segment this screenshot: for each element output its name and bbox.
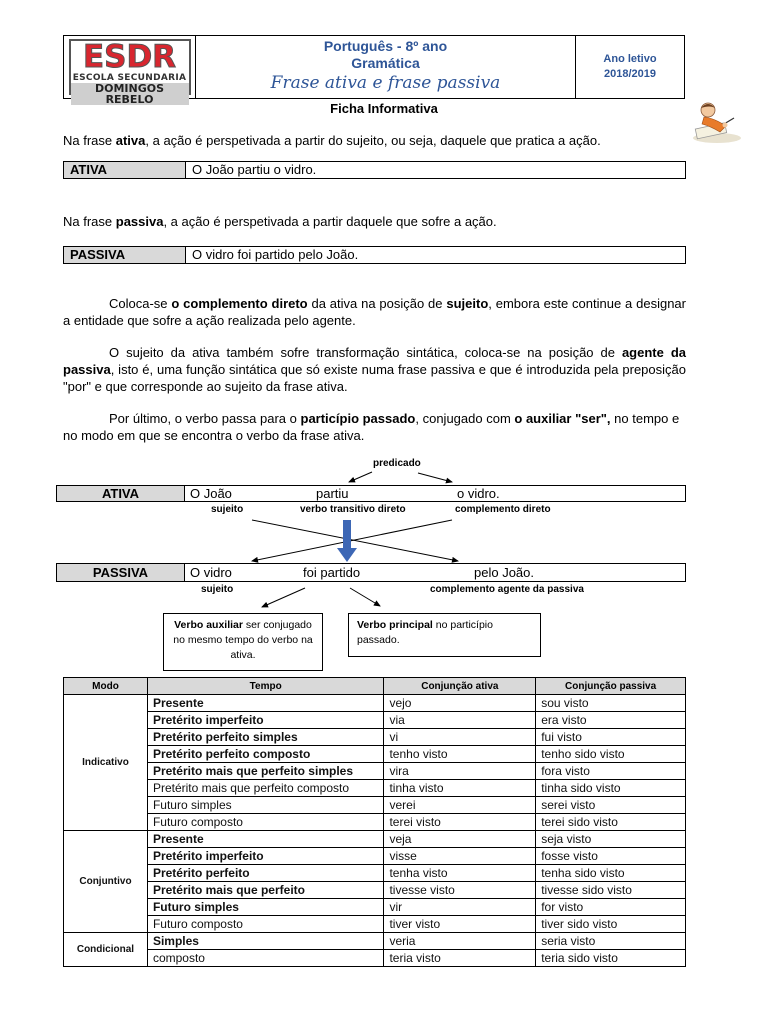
note-arrows xyxy=(262,588,380,607)
mode-cell: Indicativo xyxy=(64,695,148,831)
para2-a: O sujeito da ativa também sofre transformação sintática, coloca-se na posição de xyxy=(109,345,622,360)
active-form-cell: veria xyxy=(384,933,536,950)
diagram-active-subject: O João xyxy=(190,486,232,501)
table-row xyxy=(64,848,686,865)
logo-school-type: ESCOLA SECUNDARIA xyxy=(72,73,187,83)
active-form-cell: verei xyxy=(384,797,536,814)
para1-e: , embora este continue a designar a entidade que sofre a ação realizada pelo agente. xyxy=(63,296,686,328)
mode-cell: Condicional xyxy=(64,933,148,967)
header-mode: Modo xyxy=(64,678,148,695)
active-form-cell: vi xyxy=(384,729,536,746)
active-form-cell: vira xyxy=(384,763,536,780)
topic-title: Frase ativa e frase passiva xyxy=(270,73,501,93)
table-row xyxy=(64,780,686,797)
para3-c: , conjugado com xyxy=(415,411,515,426)
diagram-active-object: o vidro. xyxy=(457,486,500,501)
passive-form-cell: terei sido visto xyxy=(536,814,686,831)
active-form-cell: vejo xyxy=(384,695,536,712)
tense-cell: Pretérito perfeito simples xyxy=(147,729,384,746)
passive-form-cell: fosse visto xyxy=(536,848,686,865)
passive-form-cell: seja visto xyxy=(536,831,686,848)
note-aux-bold: Verbo auxiliar xyxy=(174,619,243,631)
active-form-cell: tenho visto xyxy=(384,746,536,763)
tense-cell: Pretérito imperfeito xyxy=(147,848,384,865)
para1-b: o complemento direto xyxy=(171,296,308,311)
passive-form-cell: tenho sido visto xyxy=(536,746,686,763)
para1-a: Coloca-se xyxy=(109,296,172,311)
area-title: Gramática xyxy=(351,55,420,71)
passive-form-cell: fora visto xyxy=(536,763,686,780)
diagram-passive-subject: O vidro xyxy=(190,565,232,580)
conjugation-table xyxy=(63,677,686,967)
active-form-cell: vir xyxy=(384,899,536,916)
intro-active-pre: Na frase xyxy=(63,133,116,148)
passive-form-cell: teria sido visto xyxy=(536,950,686,967)
predicate-label: predicado xyxy=(373,458,421,469)
tense-cell: Futuro simples xyxy=(147,899,384,916)
example-passive-label: PASSIVA xyxy=(64,247,186,263)
active-form-cell: terei visto xyxy=(384,814,536,831)
passive-form-cell: serei visto xyxy=(536,797,686,814)
annotation-direct-object: complemento direto xyxy=(455,504,551,515)
passive-form-cell: seria visto xyxy=(536,933,686,950)
logo-acronym: ESDR xyxy=(82,39,177,75)
annotation-transitive-verb: verbo transitivo direto xyxy=(300,504,406,515)
para3-d: o auxiliar "ser", xyxy=(514,411,611,426)
table-row xyxy=(64,695,686,712)
table-row xyxy=(64,797,686,814)
passive-form-cell: sou visto xyxy=(536,695,686,712)
passive-form-cell: tinha sido visto xyxy=(536,780,686,797)
active-form-cell: via xyxy=(384,712,536,729)
verb-transform-arrow xyxy=(337,520,357,562)
subject-title: Português - 8º ano xyxy=(323,38,448,54)
intro-passive-post: , a ação é perspetivada a partir daquele que sofre a ação. xyxy=(163,214,497,229)
school-year-label: Ano letivo xyxy=(603,53,657,65)
transformation-cross xyxy=(252,520,458,561)
table-row xyxy=(64,899,686,916)
diagram-passive-verb: foi partido xyxy=(303,565,361,580)
diagram-passive-row xyxy=(56,563,686,582)
intro-active-keyword: ativa xyxy=(115,133,146,148)
intro-active-post: , a ação é perspetivada a partir do sujeito, ou seja, daquele que pratica a ação. xyxy=(145,133,601,148)
tense-cell: composto xyxy=(147,950,384,967)
passive-form-cell: tivesse sido visto xyxy=(536,882,686,899)
para2-c: , isto é, uma função sintática que só existe numa frase passiva e que é introduzida pela preposição "por" e que corresponde ao sujeito da frase ativa. xyxy=(63,362,686,394)
table-row xyxy=(64,746,686,763)
header-passive: Conjunção passiva xyxy=(536,678,686,695)
conjugation-table-body xyxy=(64,695,686,967)
note-auxiliary-verb xyxy=(163,613,323,671)
school-year-value: 2018/2019 xyxy=(604,68,656,80)
passive-form-cell: fui visto xyxy=(536,729,686,746)
active-form-cell: tenha visto xyxy=(384,865,536,882)
diagram-active-label: ATIVA xyxy=(57,486,185,501)
passive-form-cell: era visto xyxy=(536,712,686,729)
diagram-passive-label: PASSIVA xyxy=(57,564,185,581)
example-active-sentence: O João partiu o vidro. xyxy=(192,162,317,177)
note-main-verb xyxy=(348,613,541,657)
passive-form-cell: tiver sido visto xyxy=(536,916,686,933)
table-row xyxy=(64,916,686,933)
table-row xyxy=(64,882,686,899)
table-row xyxy=(64,712,686,729)
active-form-cell: visse xyxy=(384,848,536,865)
annotation-subject-passive: sujeito xyxy=(201,584,234,595)
active-form-cell: veja xyxy=(384,831,536,848)
example-active-label: ATIVA xyxy=(64,162,186,178)
header-active: Conjunção ativa xyxy=(384,678,536,695)
para2-b: agente da passiva xyxy=(63,345,687,377)
tense-cell: Pretérito mais que perfeito composto xyxy=(147,780,384,797)
note-main-bold: Verbo principal xyxy=(357,619,433,631)
tense-cell: Simples xyxy=(147,933,384,950)
tense-cell: Pretérito mais que perfeito xyxy=(147,882,384,899)
diagram-active-verb: partiu xyxy=(316,486,349,501)
table-row xyxy=(64,729,686,746)
tense-cell: Pretérito mais que perfeito simples xyxy=(147,763,384,780)
header-tense: Tempo xyxy=(147,678,384,695)
tense-cell: Pretérito imperfeito xyxy=(147,712,384,729)
tense-cell: Futuro simples xyxy=(147,797,384,814)
tense-cell: Pretérito perfeito xyxy=(147,865,384,882)
sheet-title: Ficha Informativa xyxy=(330,101,438,116)
table-row xyxy=(64,865,686,882)
intro-passive-keyword: passiva xyxy=(115,214,164,229)
table-row xyxy=(64,950,686,967)
table-row xyxy=(64,763,686,780)
mode-cell: Conjuntivo xyxy=(64,831,148,933)
logo-school-name: DOMINGOS REBELO xyxy=(71,83,189,105)
tense-cell: Pretérito perfeito composto xyxy=(147,746,384,763)
passive-form-cell: for visto xyxy=(536,899,686,916)
para3-e: no tempo e no modo em que se encontra o verbo da frase ativa. xyxy=(63,411,680,443)
tense-cell: Futuro composto xyxy=(147,916,384,933)
diagram-active-row xyxy=(56,485,686,502)
tense-cell: Presente xyxy=(147,695,384,712)
table-row xyxy=(64,831,686,848)
diagram-passive-agent: pelo João. xyxy=(474,565,534,580)
predicate-arrows xyxy=(349,472,452,482)
table-header-row xyxy=(64,678,686,695)
note-aux-rest: ser conjugado no mesmo tempo do verbo na ativa. xyxy=(173,619,313,661)
intro-passive-pre: Na frase xyxy=(63,214,116,229)
active-form-cell: tiver visto xyxy=(384,916,536,933)
active-form-cell: tinha visto xyxy=(384,780,536,797)
tense-cell: Presente xyxy=(147,831,384,848)
para3-a: Por último, o verbo passa para o xyxy=(109,411,301,426)
table-row xyxy=(64,814,686,831)
para1-c: da ativa na posição de xyxy=(307,296,447,311)
para3-b: particípio passado xyxy=(300,411,416,426)
para1-d: sujeito xyxy=(446,296,489,311)
annotation-subject: sujeito xyxy=(211,504,244,515)
table-row xyxy=(64,933,686,950)
note-main-rest: no particípio passado. xyxy=(357,619,493,646)
active-form-cell: teria visto xyxy=(384,950,536,967)
passive-form-cell: tenha sido visto xyxy=(536,865,686,882)
tense-cell: Futuro composto xyxy=(147,814,384,831)
annotation-passive-agent: complemento agente da passiva xyxy=(430,584,584,595)
example-passive-sentence: O vidro foi partido pelo João. xyxy=(192,247,359,262)
active-form-cell: tivesse visto xyxy=(384,882,536,899)
